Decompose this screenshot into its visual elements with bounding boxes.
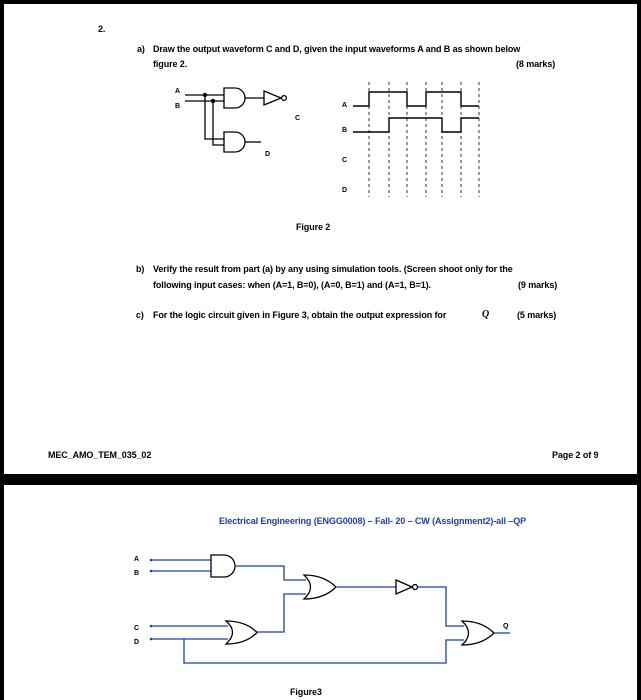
part-c-text: For the logic circuit given in Figure 3, obtain the output expression for [153,310,447,320]
and-gate-ab [211,555,235,577]
not-gate-bubble [282,96,287,101]
figure2-caption: Figure 2 [296,222,331,232]
and-gate-lower [224,132,245,152]
timing-gridlines [369,82,479,197]
and-gate-upper [224,88,245,108]
figure2-circuit [169,84,309,164]
page-2 [4,485,637,700]
waveform-label-c: C [342,157,348,164]
part-c-variable: Q [482,309,490,320]
circuit-label-d: D [265,151,271,158]
part-a-marks: (8 marks) [516,59,556,69]
circuit-label-b: B [175,103,181,110]
circuit-label-c: C [295,115,301,122]
output-label-q: Q [503,623,509,630]
waveform-label-d: D [342,187,348,194]
part-b-text-line2: following input cases: when (A=1, B=0), (A=0, B=1) and (A=1, B=1). [153,280,431,290]
page2-header: Electrical Engineering (ENGG0008) – Fall- 20 – CW (Assignment2)-all –QP [219,516,526,526]
input-label-a: A [134,556,140,563]
not-gate-fig3 [396,580,412,594]
waveform-label-a: A [342,102,348,109]
part-a-label: a) [137,44,145,54]
part-b-label: b) [136,264,145,274]
part-b-marks: (9 marks) [518,280,558,290]
circuit-label-a: A [175,88,181,95]
waveform-b [353,118,479,132]
figure3-caption: Figure3 [290,687,322,697]
input-label-d: D [134,639,140,646]
not-gate [264,91,281,105]
question-number: 2. [98,24,106,34]
part-a-text-line1: Draw the output waveform C and D, given the input waveforms A and B as shown below [153,44,521,54]
or-gate-final [462,621,494,645]
part-a-text-line2: figure 2. [153,59,188,69]
or-gate-middle [304,575,336,599]
waveform-label-b: B [342,127,348,134]
or-gate-cd [226,621,257,644]
not-gate-fig3-bubble [413,585,418,590]
part-c-label: c) [136,310,144,320]
figure2-waveforms [339,82,489,197]
page-1 [4,4,637,474]
part-c-marks: (5 marks) [517,310,557,320]
figure3-circuit [134,547,514,672]
waveform-a [353,92,479,106]
part-b-text-line1: Verify the result from part (a) by any using simulation tools. (Screen shoot only for the [153,264,513,274]
footer-left: MEC_AMO_TEM_035_02 [48,450,152,460]
input-label-b: B [134,570,140,577]
footer-page-number: Page 2 of 9 [552,450,599,460]
input-label-c: C [134,625,140,632]
